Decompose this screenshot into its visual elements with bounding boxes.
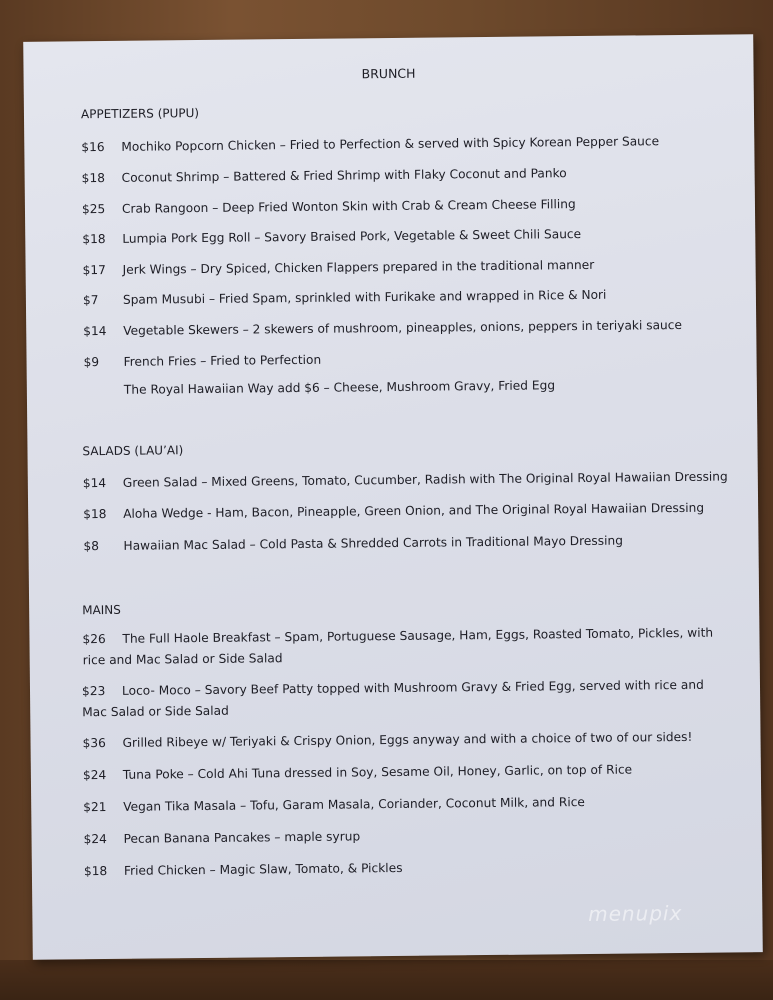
section-heading-appetizers: APPETIZERS (PUPU) [80,106,200,122]
item-price: $26 [82,632,106,647]
menu-item [83,469,728,490]
appetizer-addon-note: The Royal Hawaiian Way add $6 – Cheese, Mushroom Gravy, Fried Egg [123,378,556,397]
item-description: Vegan Tika Masala – Tofu, Garam Masala, Coriander, Coconut Milk, and Rice [123,795,585,814]
item-price: $18 [83,864,108,879]
menu-item [82,166,567,185]
menu-item [83,288,607,307]
menu-item [82,730,692,750]
item-description: Loco- Moco – Savory Beef Patty topped with Mushroom Gravy & Fried Egg, served with rice and Mac Salad or Side Salad [82,677,704,720]
menu-item [82,227,581,246]
menu-title: BRUNCH [361,65,416,82]
item-price: $17 [82,262,106,278]
menu-item [83,258,595,277]
menu-item [83,353,321,369]
item-description: Spam Musubi – Fried Spam, sprinkled with Furikake and wrapped in Rice & Nori [122,287,607,307]
item-price: $18 [83,507,107,522]
item-description: Pecan Banana Pancakes – maple syrup [123,829,361,846]
menu-item [82,623,722,672]
watermark: menupix [588,900,683,926]
item-price: $18 [81,170,105,186]
item-price: $7 [82,293,99,308]
item-description: Hawaiian Mac Salad – Cold Pasta & Shredded Carrots in Traditional Mayo Dressing [123,533,623,553]
item-price: $8 [83,539,100,554]
menu-item [83,534,623,554]
menu-item [82,197,576,216]
menu-item [83,763,632,783]
item-description: Green Salad – Mixed Greens, Tomato, Cucumber, Radish with The Original Royal Hawaiian Dressing [122,469,728,490]
item-description: The Full Haole Breakfast – Spam, Portuguese Sausage, Ham, Eggs, Roasted Tomato, Pickles, with rice and Mac Salad or Side Salad [82,625,714,668]
table-surface [0,960,773,1000]
menu-sheet [23,34,763,960]
item-description: Jerk Wings – Dry Spiced, Chicken Flappers prepared in the traditional manner [122,257,595,277]
item-description: Lumpia Pork Egg Roll – Savory Braised Pork, Vegetable & Sweet Chili Sauce [122,227,582,246]
item-price: $21 [83,800,107,815]
section-heading-salads: SALADS (LAU’AI) [82,443,184,459]
menu-item [83,829,360,846]
item-description: Grilled Ribeye w/ Teriyaki & Crispy Onion, Eggs anyway and with a choice of two of our sides! [122,729,693,750]
item-price: $24 [82,768,107,783]
menu-item [81,134,659,154]
item-price: $36 [82,736,106,751]
item-price: $14 [83,323,107,339]
item-description: Mochiko Popcorn Chicken – Fried to Perfection & served with Spicy Korean Pepper Sauce [121,134,660,154]
item-price: $24 [83,832,107,847]
item-description: Coconut Shrimp – Battered & Fried Shrimp with Flaky Coconut and Panko [121,166,567,185]
section-heading-mains: MAINS [82,602,121,618]
item-price: $9 [83,355,100,370]
menu-item [83,795,585,814]
item-price: $14 [82,476,107,491]
item-description: Tuna Poke – Cold Ahi Tuna dressed in Soy, Sesame Oil, Honey, Garlic, on top of Rice [122,762,633,782]
item-price: $18 [82,231,106,247]
item-description: Aloha Wedge - Ham, Bacon, Pineapple, Green Onion, and The Original Royal Hawaiian Dressing [123,500,705,521]
menu-item [84,861,403,878]
menu-item [82,675,722,724]
item-price: $25 [81,201,106,217]
item-description: Crab Rangoon – Deep Fried Wonton Skin with Crab & Cream Cheese Filling [121,197,576,216]
menu-item [83,318,682,338]
item-description: Fried Chicken – Magic Slaw, Tomato, & Pickles [123,860,403,878]
item-description: French Fries – Fried to Perfection [123,352,322,369]
menu-item [83,501,704,522]
item-description: Vegetable Skewers – 2 skewers of mushroom, pineapples, onions, peppers in teriyaki sauce [123,317,683,338]
item-price: $23 [81,684,106,699]
item-price: $16 [81,140,105,155]
